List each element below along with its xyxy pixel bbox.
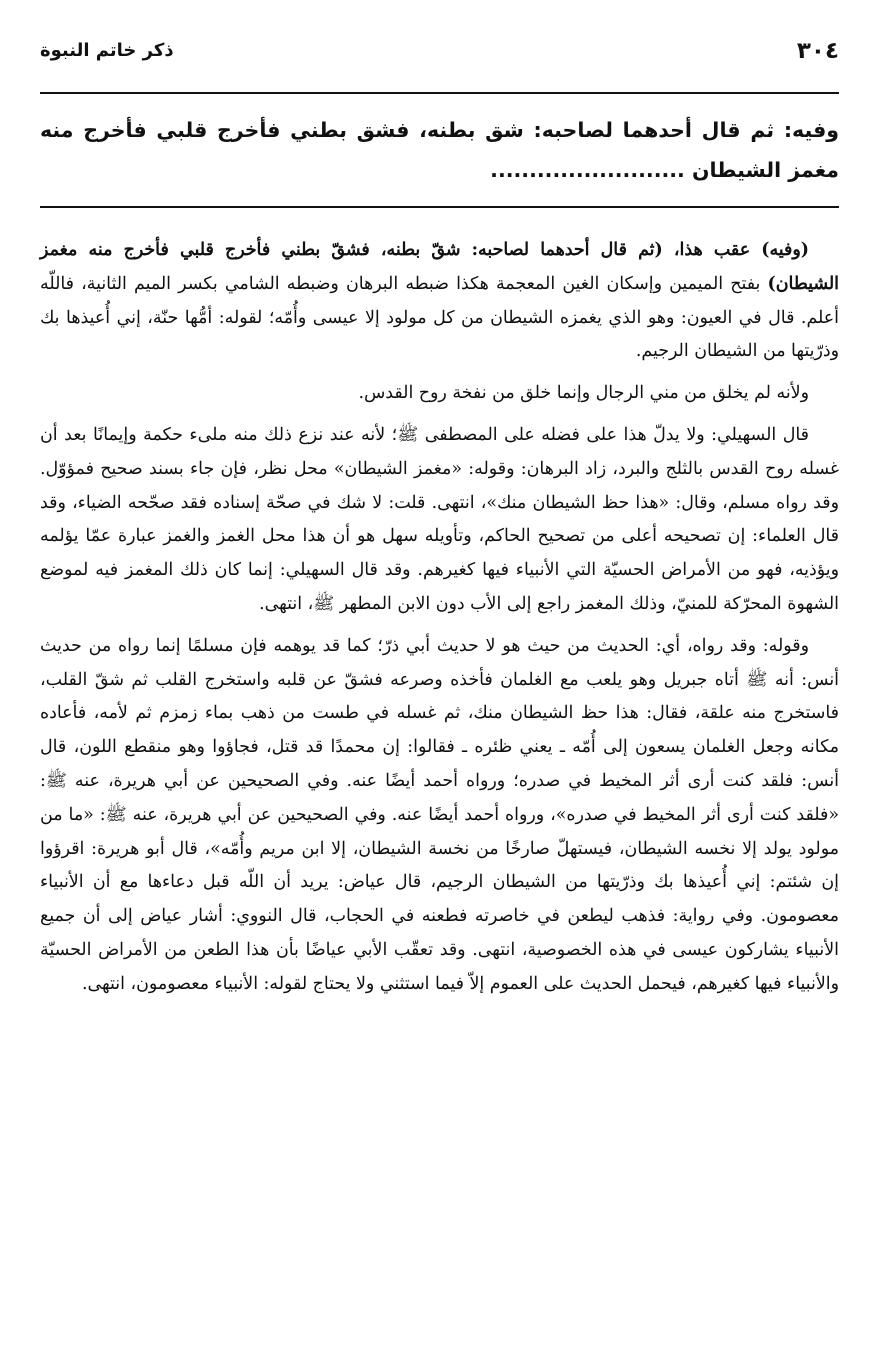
commentary-paragraph-3: قال السهيلي: ولا يدلّ هذا على فضله على المصطفى ﷺ؛ لأنه عند نزع ذلك منه ملىء حكمة وإيمانًا بعد أن غسله روح القدس بالثلج والبرد، زاد البرهان: وقوله: «مغمز الشيطان» محل نظر، فإن جاء بسند صحيح فمؤوّل. وقد رواه مسلم، وقال: «هذا حظ الشيطان منك»، انتهى. قلت: لا شك في صحّة إسناده فقد صحّحه الضياء، وقد قال العلماء: إن تصحيحه أعلى من تصحيح الحاكم، وتأويله سهل هو أن هذا محل الغمز والغمز عبارة عمّا يؤلمه ويؤذيه، فهو من الأمراض الحسيّة التي الأنبياء فيها كغيرهم. وقد قال السهيلي: إنما كان ذلك المغمز فيه لموضع الشهوة المحرّكة للمنيّ، وذلك المغمز راجع إلى الأب دون الابن المطهر ﷺ، انتهى. bbox=[40, 424, 839, 614]
commentary-paragraph-4: وقوله: وقد رواه، أي: الحديث من حيث هو لا حديث أبي ذرّ؛ كما قد يوهمه فإن مسلمًا إنما رواه من حديث أنس: أنه ﷺ أتاه جبريل وهو يلعب مع الغلمان فأخذه وصرعه فشقّ عن قلبه واستخرج القلب ثم شقّ القلب، فاستخرج منه علقة، فقال: هذا حظ الشيطان منك، ثم غسله في طست من ذهب بماء زمزم ثم لأمه، فأعاده مكانه وجعل الغلمان يسعون إلى أُمّه ـ يعني ظئره ـ فقالوا: إن محمدًا قد قتل، فجاؤوا وهو منقطع اللون، قال أنس: فلقد كنت أرى أثر المخيط في صدره؛ ورواه أحمد أيضًا عنه. وفي الصحيحين عن أبي هريرة، عنه ﷺ: «فلقد كنت أرى أثر المخيط في صدره»، ورواه أحمد أيضًا عنه. وفي الصحيحين عن أبي هريرة، عنه ﷺ: «ما من مولود يولد إلا نخسه الشيطان، فيستهلّ صارخًا من نخسة الشيطان، إلا ابن مريم وأُمّه»، قال أبو هريرة: اقرؤوا إن شئتم: إني أُعيذها بك وذرّيتها من الشيطان الرجيم، قال عياض: يريد أن اللّه قبل دعاءها مع أن الأنبياء معصومون. وفي رواية: فذهب ليطعن في خاصرته فطعنه في الحجاب، قال النووي: أشار عياض إلى أن جميع الأنبياء يشاركون عيسى في هذه الخصوصية، انتهى. وقد تعقّب الأبي عياضًا بأن هذا الطعن من الأمراض الحسيّة والأنبياء فيها كغيرهم، فيحمل الحديث على العموم إلاّ فيما استثني ولا يحتاج لقوله: الأنبياء معصومون، انتهى. bbox=[40, 635, 839, 994]
matn-text: وفيه: ثم قال أحدهما لصاحبه: شق بطنه، فشق بطني فأخرج قلبي فأخرج منه مغمز الشيطان ......................... bbox=[40, 118, 839, 182]
header-rule bbox=[40, 92, 839, 94]
running-title: ذكر خاتم النبوة bbox=[40, 40, 174, 61]
commentary-quoted-matn: (وفيه) عقب هذا، (ثم قال أحدهما لصاحبه: شقّ بطنه، فشقّ بطني فأخرج قلبي فأخرج منه مغمز الشيطان) bbox=[40, 240, 839, 294]
page-number: ٣٠٤ bbox=[796, 38, 839, 64]
commentary-text: بفتح الميمين وإسكان الغين المعجمة هكذا ضبطه البرهان وضبطه الشامي بكسر الميم الثانية، فاللّه أعلم. قال في العيون: وهو الذي يغمزه الشيطان من كل مولود إلا عيسى وأُمّه؛ لقوله: أمُّها حنّة، إني أُعيذها بك وذرّيتها من الشيطان الرجيم. bbox=[40, 273, 839, 362]
commentary bbox=[40, 234, 839, 1010]
page-header bbox=[40, 38, 839, 78]
matn-rule bbox=[40, 206, 839, 208]
commentary-paragraph-2: ولأنه لم يخلق من مني الرجال وإنما خلق من نفخة روح القدس. bbox=[358, 383, 809, 404]
commentary-paragraph-1 bbox=[40, 234, 839, 369]
